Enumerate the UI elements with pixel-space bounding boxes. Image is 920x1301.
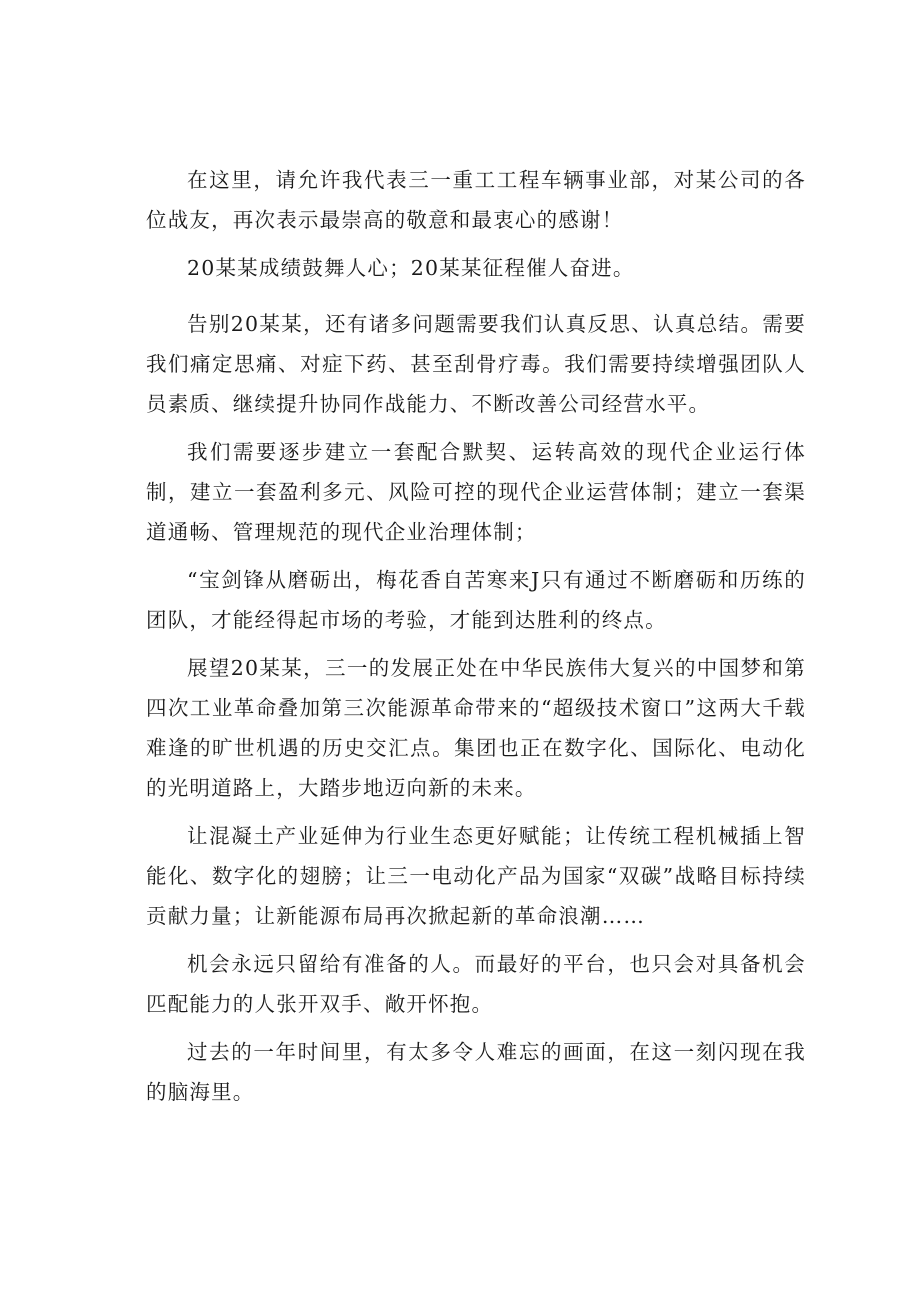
paragraph-quote: “宝剑锋从磨砺出，梅花香自苦寒来J只有通过不断磨砺和历练的团队，才能经得起市场的考验，才能到达胜利的终点。 — [146, 568, 806, 632]
paragraph-thanks: 在这里，请允许我代表三一重工工程车辆事业部，对某公司的各位战友，再次表示最崇高的敬意和最衷心的感谢！ — [146, 168, 806, 232]
document-body — [146, 160, 806, 1120]
paragraph-outlook: 展望20某某，三一的发展正处在中华民族伟大复兴的中国梦和第四次工业革命叠加第三次能源革命带来的“超级技术窗口”这两大千载难逢的旷世机遇的历史交汇点。集团也正在数字化、国际化、电动化的光明道路上，大踏步地迈向新的未来。 — [146, 656, 806, 800]
paragraph-opportunity: 机会永远只留给有准备的人。而最好的平台，也只会对具备机会匹配能力的人张开双手、敞开怀抱。 — [146, 952, 806, 1016]
paragraph-goals: 让混凝土产业延伸为行业生态更好赋能；让传统工程机械插上智能化、数字化的翅膀；让三一电动化产品为国家“双碳”战略目标持续贡献力量；让新能源布局再次掀起新的革命浪潮…… — [146, 824, 806, 928]
paragraph-motto: 20某某成绩鼓舞人心；20某某征程催人奋进。 — [187, 256, 635, 280]
paragraph-systems: 我们需要逐步建立一套配合默契、运转高效的现代企业运行体制，建立一套盈利多元、风险可控的现代企业运营体制；建立一套渠道通畅、管理规范的现代企业治理体制； — [146, 440, 806, 544]
paragraph-memories: 过去的一年时间里，有太多令人难忘的画面，在这一刻闪现在我的脑海里。 — [146, 1040, 806, 1104]
paragraph-reflection: 告别20某某，还有诸多问题需要我们认真反思、认真总结。需要我们痛定思痛、对症下药、甚至刮骨疗毒。我们需要持续增强团队人员素质、继续提升协同作战能力、不断改善公司经营水平。 — [146, 312, 806, 416]
